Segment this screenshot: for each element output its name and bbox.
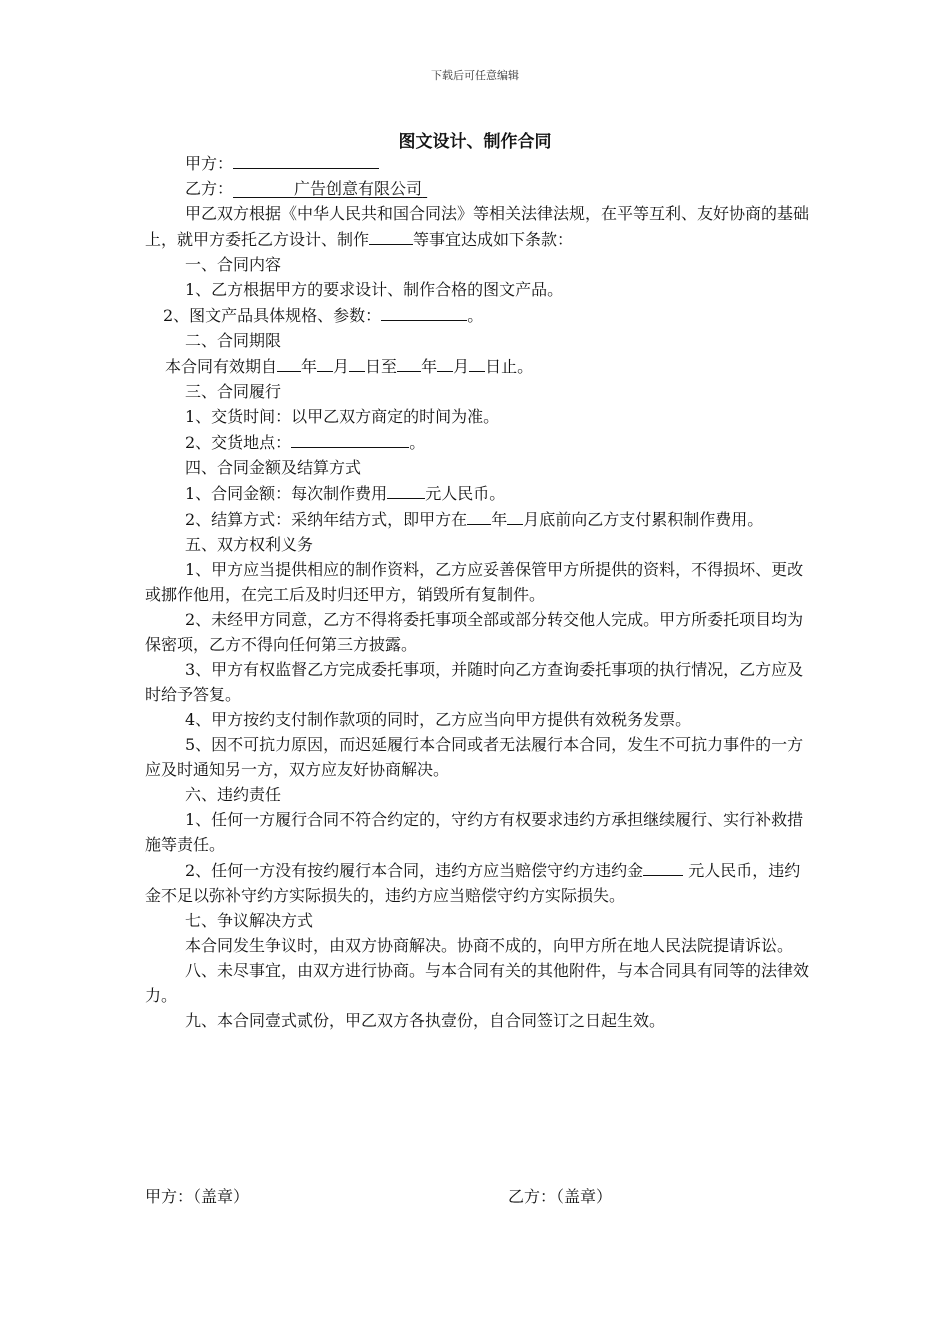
section-1-item-1: 1、乙方根据甲方的要求设计、制作合格的图文产品。	[185, 280, 564, 299]
penalty-text-2: 元人民币，违约金不足以弥补守约方实际损失的，违约方应当赔偿守约方实际损失。	[145, 861, 801, 905]
section-4-item-2	[145, 506, 815, 532]
end-day-blank	[469, 353, 485, 372]
party-a-blank	[233, 150, 379, 169]
section-6-title: 六、违约责任	[185, 785, 282, 804]
period-end: 日止。	[485, 357, 534, 376]
section-5-item-4: 4、甲方按约支付制作款项的同时，乙方应当向甲方提供有效税务发票。	[185, 710, 692, 729]
section-2-title: 二、合同期限	[185, 331, 282, 350]
spec-label: 2、图文产品具体规格、参数：	[163, 306, 382, 325]
period-month-2: 月	[453, 357, 470, 376]
settlement-text-2: 月底前向乙方支付累积制作费用。	[523, 510, 764, 529]
amount-blank	[387, 480, 425, 499]
section-1-title: 一、合同内容	[185, 255, 282, 274]
settlement-month-blank	[507, 506, 523, 525]
section-5-item-5: 5、因不可抗力原因，而迟延履行本合同或者无法履行本合同，发生不可抗力事件的一方应及时通知另一方，双方应友好协商解决。	[145, 735, 804, 779]
section-6-item-2	[145, 857, 815, 908]
party-b-label: 乙方：	[185, 179, 234, 198]
period-day-to: 日至	[365, 357, 398, 376]
section-8-paragraph: 八、未尽事宜，由双方进行协商。与本合同有关的其他附件，与本合同具有同等的法律效力。	[145, 961, 810, 1005]
party-a-line	[145, 150, 815, 176]
delivery-place-blank	[291, 429, 409, 448]
delivery-place-label: 2、交货地点：	[185, 433, 292, 452]
document-title: 图文设计、制作合同	[398, 132, 552, 152]
section-7-title: 七、争议解决方式	[185, 911, 314, 930]
section-4-item-1	[145, 480, 815, 506]
penalty-text-1: 2、任何一方没有按约履行本合同，违约方应当赔偿守约方违约金	[185, 861, 644, 880]
intro-text-2: 等事宜达成如下条款：	[413, 230, 574, 249]
section-4-title: 四、合同金额及结算方式	[185, 458, 362, 477]
section-7-paragraph: 本合同发生争议时，由双方协商解决。协商不成的，向甲方所在地人民法院提请诉讼。	[185, 936, 794, 955]
spec-period: 。	[467, 306, 484, 325]
section-5-title: 五、双方权利义务	[185, 535, 314, 554]
intro-text-1: 甲乙双方根据《中华人民共和国合同法》等相关法律法规，在平等互利、友好协商的基础上，就甲方委托乙方设计、制作	[145, 204, 810, 249]
amount-unit: 元人民币。	[425, 484, 506, 503]
period-year-2: 年	[421, 357, 438, 376]
section-3-title: 三、合同履行	[185, 382, 282, 401]
start-day-blank	[349, 353, 365, 372]
page-header: 下载后可任意编辑	[431, 69, 519, 82]
intro-paragraph	[145, 201, 815, 252]
section-5-item-1: 1、甲方应当提供相应的制作资料，乙方应妥善保管甲方所提供的资料，不得损坏、更改或挪作他用，在完工后及时归还甲方，销毁所有复制件。	[145, 560, 804, 604]
start-year-blank	[277, 353, 301, 372]
settlement-year: 年	[491, 510, 508, 529]
party-b-name: 广告创意有限公司	[294, 179, 423, 198]
penalty-blank	[643, 857, 683, 876]
signature-party-a: 甲方：（盖章）	[145, 1187, 250, 1206]
amount-label: 1、合同金额：每次制作费用	[185, 484, 388, 503]
settlement-year-blank	[467, 506, 491, 525]
contract-body	[145, 150, 815, 1033]
period-text-start: 本合同有效期自	[165, 357, 278, 376]
section-2-period	[145, 353, 815, 379]
settlement-text-1: 2、结算方式：采纳年结方式，即甲方在	[185, 510, 468, 529]
end-year-blank	[397, 353, 421, 372]
party-b-line	[145, 176, 815, 201]
period-month-1: 月	[333, 357, 350, 376]
section-3-item-2	[145, 429, 815, 455]
signature-party-b: 乙方：（盖章）	[508, 1187, 613, 1206]
section-1-item-2	[145, 302, 815, 328]
section-5-item-2: 2、未经甲方同意，乙方不得将委托事项全部或部分转交他人完成。甲方所委托项目均为保密项，乙方不得向任何第三方披露。	[145, 610, 804, 654]
end-month-blank	[437, 353, 453, 372]
spec-blank	[381, 302, 467, 321]
section-3-item-1: 1、交货时间：以甲乙双方商定的时间为准。	[185, 407, 500, 426]
period-year-1: 年	[301, 357, 318, 376]
section-9-paragraph: 九、本合同壹式贰份，甲乙双方各执壹份，自合同签订之日起生效。	[185, 1011, 666, 1030]
party-a-label: 甲方：	[185, 154, 234, 173]
delivery-period: 。	[409, 433, 426, 452]
intro-blank	[369, 226, 413, 245]
start-month-blank	[317, 353, 333, 372]
section-6-item-1: 1、任何一方履行合同不符合约定的，守约方有权要求违约方承担继续履行、实行补救措施等责任。	[145, 810, 804, 854]
section-5-item-3: 3、甲方有权监督乙方完成委托事项，并随时向乙方查询委托事项的执行情况，乙方应及时给予答复。	[145, 660, 804, 704]
